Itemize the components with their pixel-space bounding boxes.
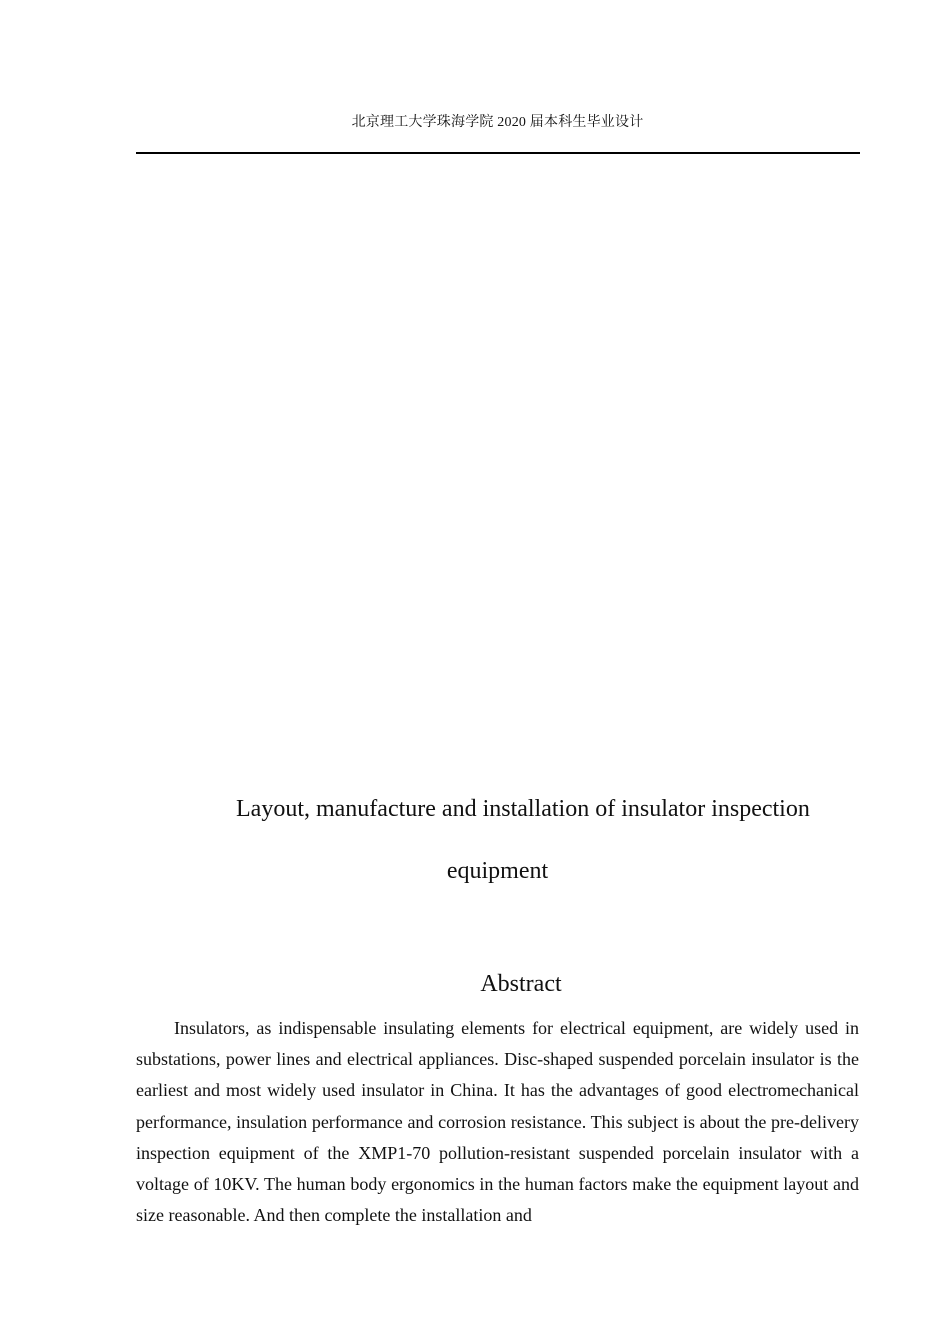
abstract-paragraph: Insulators, as indispensable insulating elements for electrical equipment, are widely used in substations, power lines and electrical appliances. Disc-shaped suspended porcelain insulator is the earliest and most widely used insulator in China. It has the advantages of good electromechanical performance, insulation performance and corrosion resistance. This subject is about the pre-delivery inspection equipment of the XMP1-70 pollution-resistant suspended porcelain insulator with a voltage of 10KV. The human body ergonomics in the human factors make the equipment layout and size reasonable. And then complete the installation and — [136, 1018, 859, 1226]
paper-title-line-2: equipment — [446, 858, 549, 884]
paper-title-line-1: Layout, manufacture and installation of insulator inspection — [236, 796, 810, 822]
header-divider — [136, 152, 860, 154]
running-header: 北京理工大学珠海学院 2020 届本科生毕业设计 — [351, 115, 644, 130]
abstract-heading: Abstract — [480, 971, 562, 997]
